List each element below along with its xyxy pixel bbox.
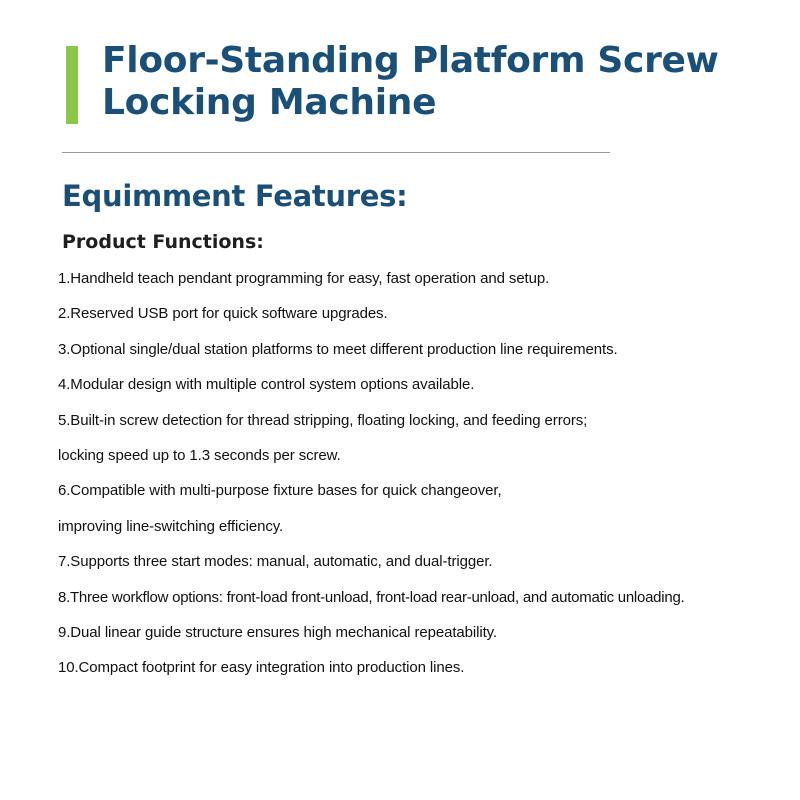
feature-line: 3.Optional single/dual station platforms to meet different production line requirements. xyxy=(58,340,618,358)
feature-line: 2.Reserved USB port for quick software upgrades. xyxy=(58,305,388,323)
feature-line: locking speed up to 1.3 seconds per screw. xyxy=(58,446,341,464)
title-divider xyxy=(62,152,610,153)
title-accent-bar xyxy=(66,46,78,124)
sub-heading-product-functions: Product Functions: xyxy=(62,231,264,253)
feature-line: 5.Built-in screw detection for thread stripping, floating locking, and feeding errors; xyxy=(58,411,588,429)
section-heading-equipment-features: Equimment Features: xyxy=(62,179,408,213)
feature-line: 8.Three workflow options: front-load front-unload, front-load rear-unload, and automatic unloading. xyxy=(58,588,685,606)
feature-line: improving line-switching efficiency. xyxy=(58,517,284,535)
feature-line: 4.Modular design with multiple control system options available. xyxy=(58,376,475,394)
feature-line: 9.Dual linear guide structure ensures high mechanical repeatability. xyxy=(58,623,498,641)
feature-list xyxy=(58,270,794,695)
page-title: Floor-Standing Platform Screw Locking Machine xyxy=(102,40,719,123)
feature-line: 7.Supports three start modes: manual, automatic, and dual-trigger. xyxy=(58,553,493,571)
feature-line: 10.Compact footprint for easy integration into production lines. xyxy=(58,659,465,677)
feature-line: 6.Compatible with multi-purpose fixture bases for quick changeover, xyxy=(58,482,502,500)
feature-line: 1.Handheld teach pendant programming for easy, fast operation and setup. xyxy=(58,270,550,287)
